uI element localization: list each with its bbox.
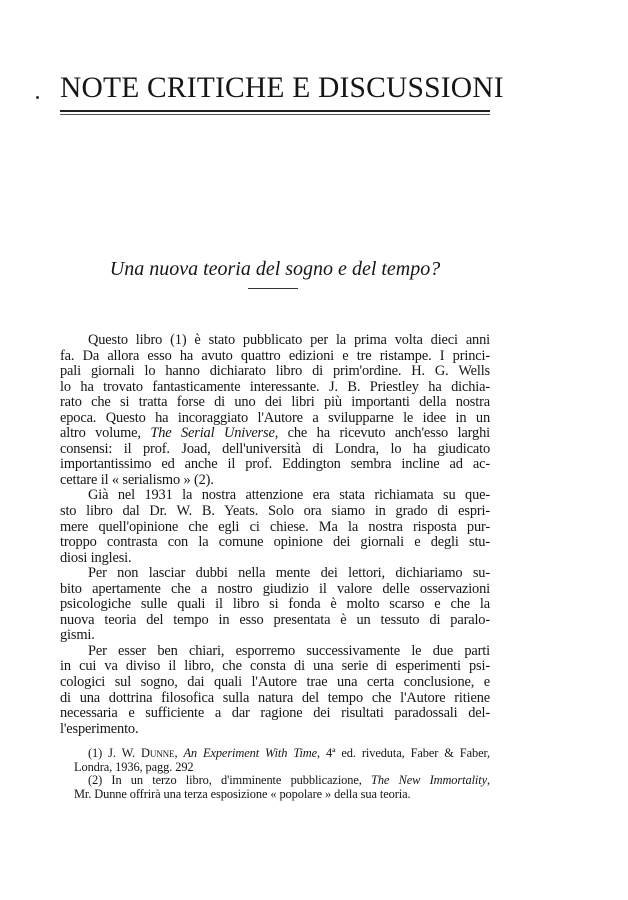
- body-line: mere quell'opinione che egli ci chiese. Ma la nostra risposta pur-: [60, 518, 490, 535]
- body-line: Già nel 1931 la nostra attenzione era stata richiamata su que-: [88, 487, 490, 504]
- body-line: sto libro dal Dr. W. B. Yeats. Solo ora siamo in grado di espri-: [60, 503, 490, 520]
- body-line: [60, 426, 490, 442]
- footnotes: [74, 746, 491, 801]
- footnote-2: [88, 774, 490, 788]
- body-line: lo ha trovato fantasticamente interessante. J. B. Priestley ha dichia-: [60, 378, 490, 395]
- body-line: gismi.: [60, 627, 95, 644]
- footnote-author: Dunne: [141, 746, 175, 760]
- article-title-rule: [248, 288, 298, 289]
- body-line: bito apertamente che a nostro giudizio il valore delle osservazioni: [60, 580, 490, 597]
- body-line: nuova teoria del tempo in esso presentata è un tessuto di paralo-: [60, 611, 490, 628]
- footnote-text-run: ,: [487, 773, 490, 788]
- body-line: rato che si tratta forse di uno dei libri più importanti della nostra: [60, 394, 490, 411]
- footnote-2-cont: Mr. Dunne offrirà una terza esposizione « popolare » della sua teoria.: [74, 786, 411, 801]
- footnote-text-run: (1) J. W.: [88, 746, 142, 760]
- footnote-1: [88, 747, 490, 761]
- title-rule-thick: [60, 110, 490, 112]
- body-line: pali giornali lo hanno dichiarato libro di prim'ordine. H. G. Wells: [60, 363, 490, 380]
- article-body: [60, 332, 490, 737]
- body-line: necessaria e sufficiente a dar ragione dei risultati paradossali del-: [60, 705, 490, 722]
- body-line: l'esperimento.: [60, 720, 139, 737]
- footnote-text-run: (2) In un terzo libro, d'imminente pubblicazione,: [88, 773, 372, 788]
- footnote-book-title: An Experiment With Time: [183, 746, 318, 760]
- footnote-text-run: ,: [174, 746, 184, 760]
- body-line: Per non lasciar dubbi nella mente dei lettori, dichiariamo su-: [88, 565, 490, 582]
- body-line: troppo contrasta con la comune opinione dei giornali e degli stu-: [60, 534, 490, 551]
- body-line: Per esser ben chiari, esporremo successivamente le due parti: [88, 642, 490, 659]
- body-line: Questo libro (1) è stato pubblicato per la prima volta dieci anni: [88, 332, 490, 348]
- footnote-book-title: The New Immortality: [371, 773, 487, 788]
- body-line: cologici sul sogno, dai quali l'Autore trae una certa conclusione, e: [60, 674, 490, 691]
- body-line: epoca. Questo ha incoraggiato l'Autore a svilupparne le idee in un: [60, 409, 490, 426]
- body-text-run: altro volume,: [60, 425, 151, 442]
- body-line: consensi: il prof. Joad, dell'università di Londra, lo ha giudicato: [60, 440, 490, 457]
- footnote-text-run: , 4ª ed. riveduta, Faber & Faber,: [317, 746, 491, 760]
- body-text-run: , che ha ricevuto anch'esso larghi: [274, 425, 490, 442]
- body-line: diosi inglesi.: [60, 549, 132, 566]
- body-line: importantissimo ed anche il prof. Eddington sembra incline ad ac-: [60, 456, 490, 473]
- body-line: psicologiche sulle quali il libro si fonda è molto scarso e che la: [60, 596, 490, 613]
- article-title: Una nuova teoria del sogno e del tempo?: [109, 258, 441, 280]
- section-title: NOTE CRITICHE E DISCUSSIONI: [60, 72, 504, 104]
- footnote-1-cont: Londra, 1936, pagg. 292: [74, 759, 194, 774]
- title-rule-thin: [60, 114, 490, 115]
- margin-dot: [36, 96, 39, 99]
- body-line: di una dottrina filosofica sulla natura del tempo che l'Autore ritiene: [60, 689, 490, 706]
- body-line: cettare il « serialismo » (2).: [60, 471, 214, 488]
- book-title-serial-universe: The Serial Universe: [150, 425, 275, 442]
- body-line: in cui va diviso il libro, che consta di una serie di esperimenti psi-: [60, 658, 490, 675]
- body-line: fa. Da allora esso ha avuto quattro edizioni e tre ristampe. I princi-: [60, 347, 490, 364]
